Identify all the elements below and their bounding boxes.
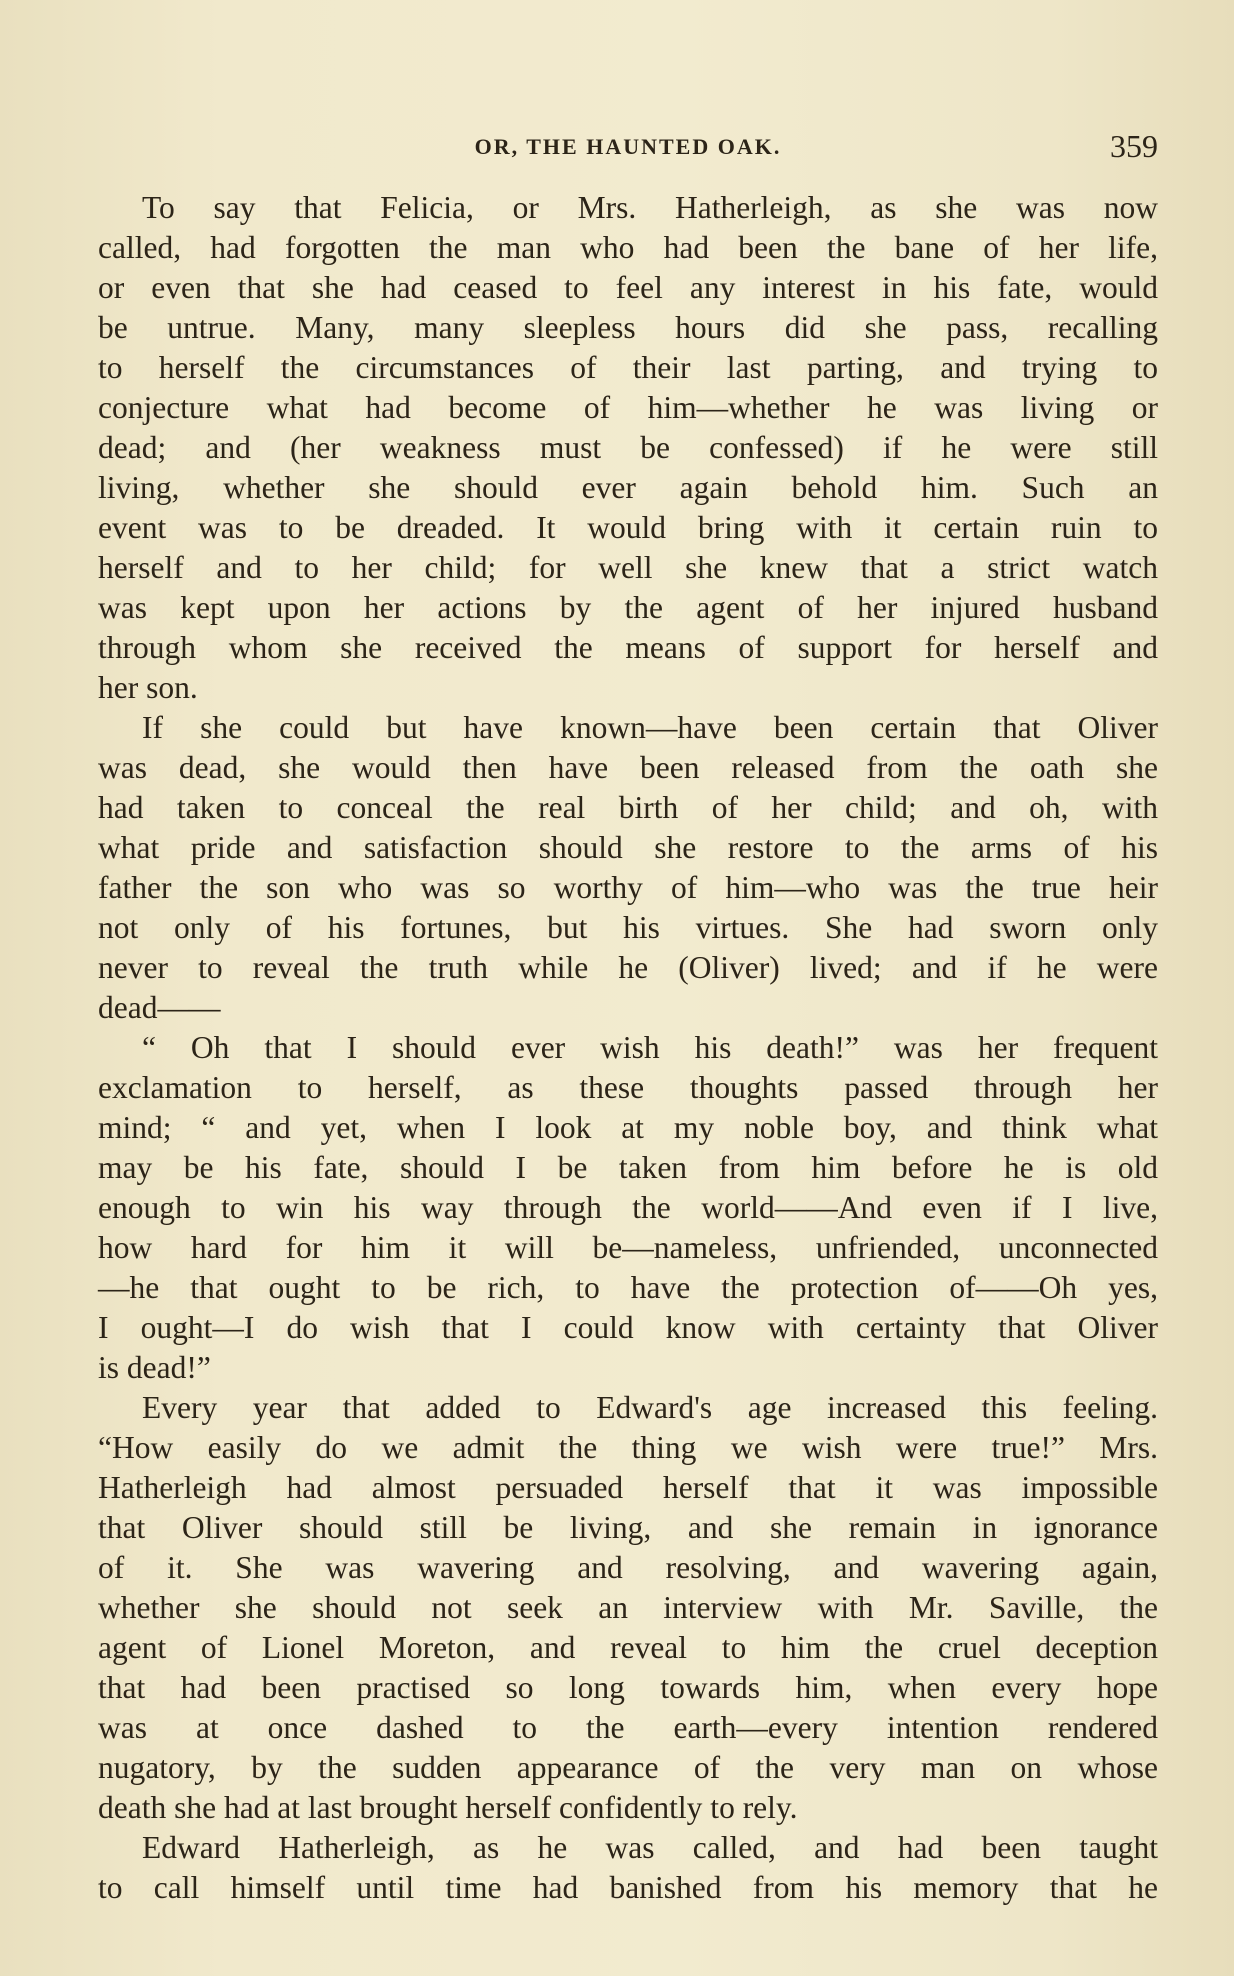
text-line: father the son who was so worthy of him—who was the true heir <box>98 870 1158 905</box>
text-line: agent of Lionel Moreton, and reveal to him the cruel deception <box>98 1630 1158 1665</box>
text-line: Hatherleigh had almost persuaded herself that it was impossible <box>98 1470 1158 1505</box>
text-line: If she could but have known—have been certain that Oliver <box>142 710 1158 745</box>
running-head <box>98 128 1158 168</box>
text-line: was at once dashed to the earth—every intention rendered <box>98 1710 1158 1745</box>
text-line: called, had forgotten the man who had been the bane of her life, <box>98 230 1158 265</box>
text-line: Every year that added to Edward's age increased this feeling. <box>142 1390 1158 1425</box>
text-line: —he that ought to be rich, to have the protection of——Oh yes, <box>98 1270 1158 1305</box>
text-line: To say that Felicia, or Mrs. Hatherleigh, as she was now <box>142 190 1158 225</box>
text-line: Edward Hatherleigh, as he was called, and had been taught <box>142 1830 1158 1865</box>
text-line: conjecture what had become of him—whether he was living or <box>98 390 1158 425</box>
text-line: or even that she had ceased to feel any interest in his fate, would <box>98 270 1158 305</box>
text-line: was kept upon her actions by the agent of her injured husband <box>98 590 1158 625</box>
text-line: to herself the circumstances of their last parting, and trying to <box>98 350 1158 385</box>
text-line: never to reveal the truth while he (Oliver) lived; and if he were <box>98 950 1158 985</box>
text-line: living, whether she should ever again behold him. Such an <box>98 470 1158 505</box>
text-line: “How easily do we admit the thing we wish were true!” Mrs. <box>98 1430 1158 1465</box>
text-line: how hard for him it will be—nameless, unfriended, unconnected <box>98 1230 1158 1265</box>
body-text <box>98 188 1158 1908</box>
text-line: herself and to her child; for well she knew that a strict watch <box>98 550 1158 585</box>
text-line: event was to be dreaded. It would bring with it certain ruin to <box>98 510 1158 545</box>
text-line: nugatory, by the sudden appearance of the very man on whose <box>98 1750 1158 1785</box>
text-line: be untrue. Many, many sleepless hours did she pass, recalling <box>98 310 1158 345</box>
running-title: OR, THE HAUNTED OAK. <box>474 134 782 159</box>
text-line: was dead, she would then have been released from the oath she <box>98 750 1158 785</box>
text-line: exclamation to herself, as these thoughts passed through her <box>98 1070 1158 1105</box>
text-line: enough to win his way through the world——And even if I live, <box>98 1190 1158 1225</box>
text-line: death she had at last brought herself confidently to rely. <box>98 1790 798 1825</box>
text-line: had taken to conceal the real birth of her child; and oh, with <box>98 790 1158 825</box>
text-line: dead; and (her weakness must be confessed) if he were still <box>98 430 1158 465</box>
text-line: through whom she received the means of support for herself and <box>98 630 1158 665</box>
text-line: dead—— <box>98 990 221 1025</box>
text-line: not only of his fortunes, but his virtues. She had sworn only <box>98 910 1158 945</box>
text-line: may be his fate, should I be taken from him before he is old <box>98 1150 1158 1185</box>
text-line: is dead!” <box>98 1350 211 1385</box>
text-line: that Oliver should still be living, and she remain in ignorance <box>98 1510 1158 1545</box>
text-line: what pride and satisfaction should she restore to the arms of his <box>98 830 1158 865</box>
text-line: whether she should not seek an interview with Mr. Saville, the <box>98 1590 1158 1625</box>
text-line: to call himself until time had banished from his memory that he <box>98 1870 1158 1905</box>
text-line: mind; “ and yet, when I look at my noble boy, and think what <box>98 1110 1158 1145</box>
text-line: that had been practised so long towards him, when every hope <box>98 1670 1158 1705</box>
text-line: I ought—I do wish that I could know with certainty that Oliver <box>98 1310 1158 1345</box>
text-line: of it. She was wavering and resolving, and wavering again, <box>98 1550 1158 1585</box>
page-number: 359 <box>1110 128 1158 164</box>
text-line: “ Oh that I should ever wish his death!” was her frequent <box>142 1030 1158 1065</box>
text-line: her son. <box>98 670 198 705</box>
